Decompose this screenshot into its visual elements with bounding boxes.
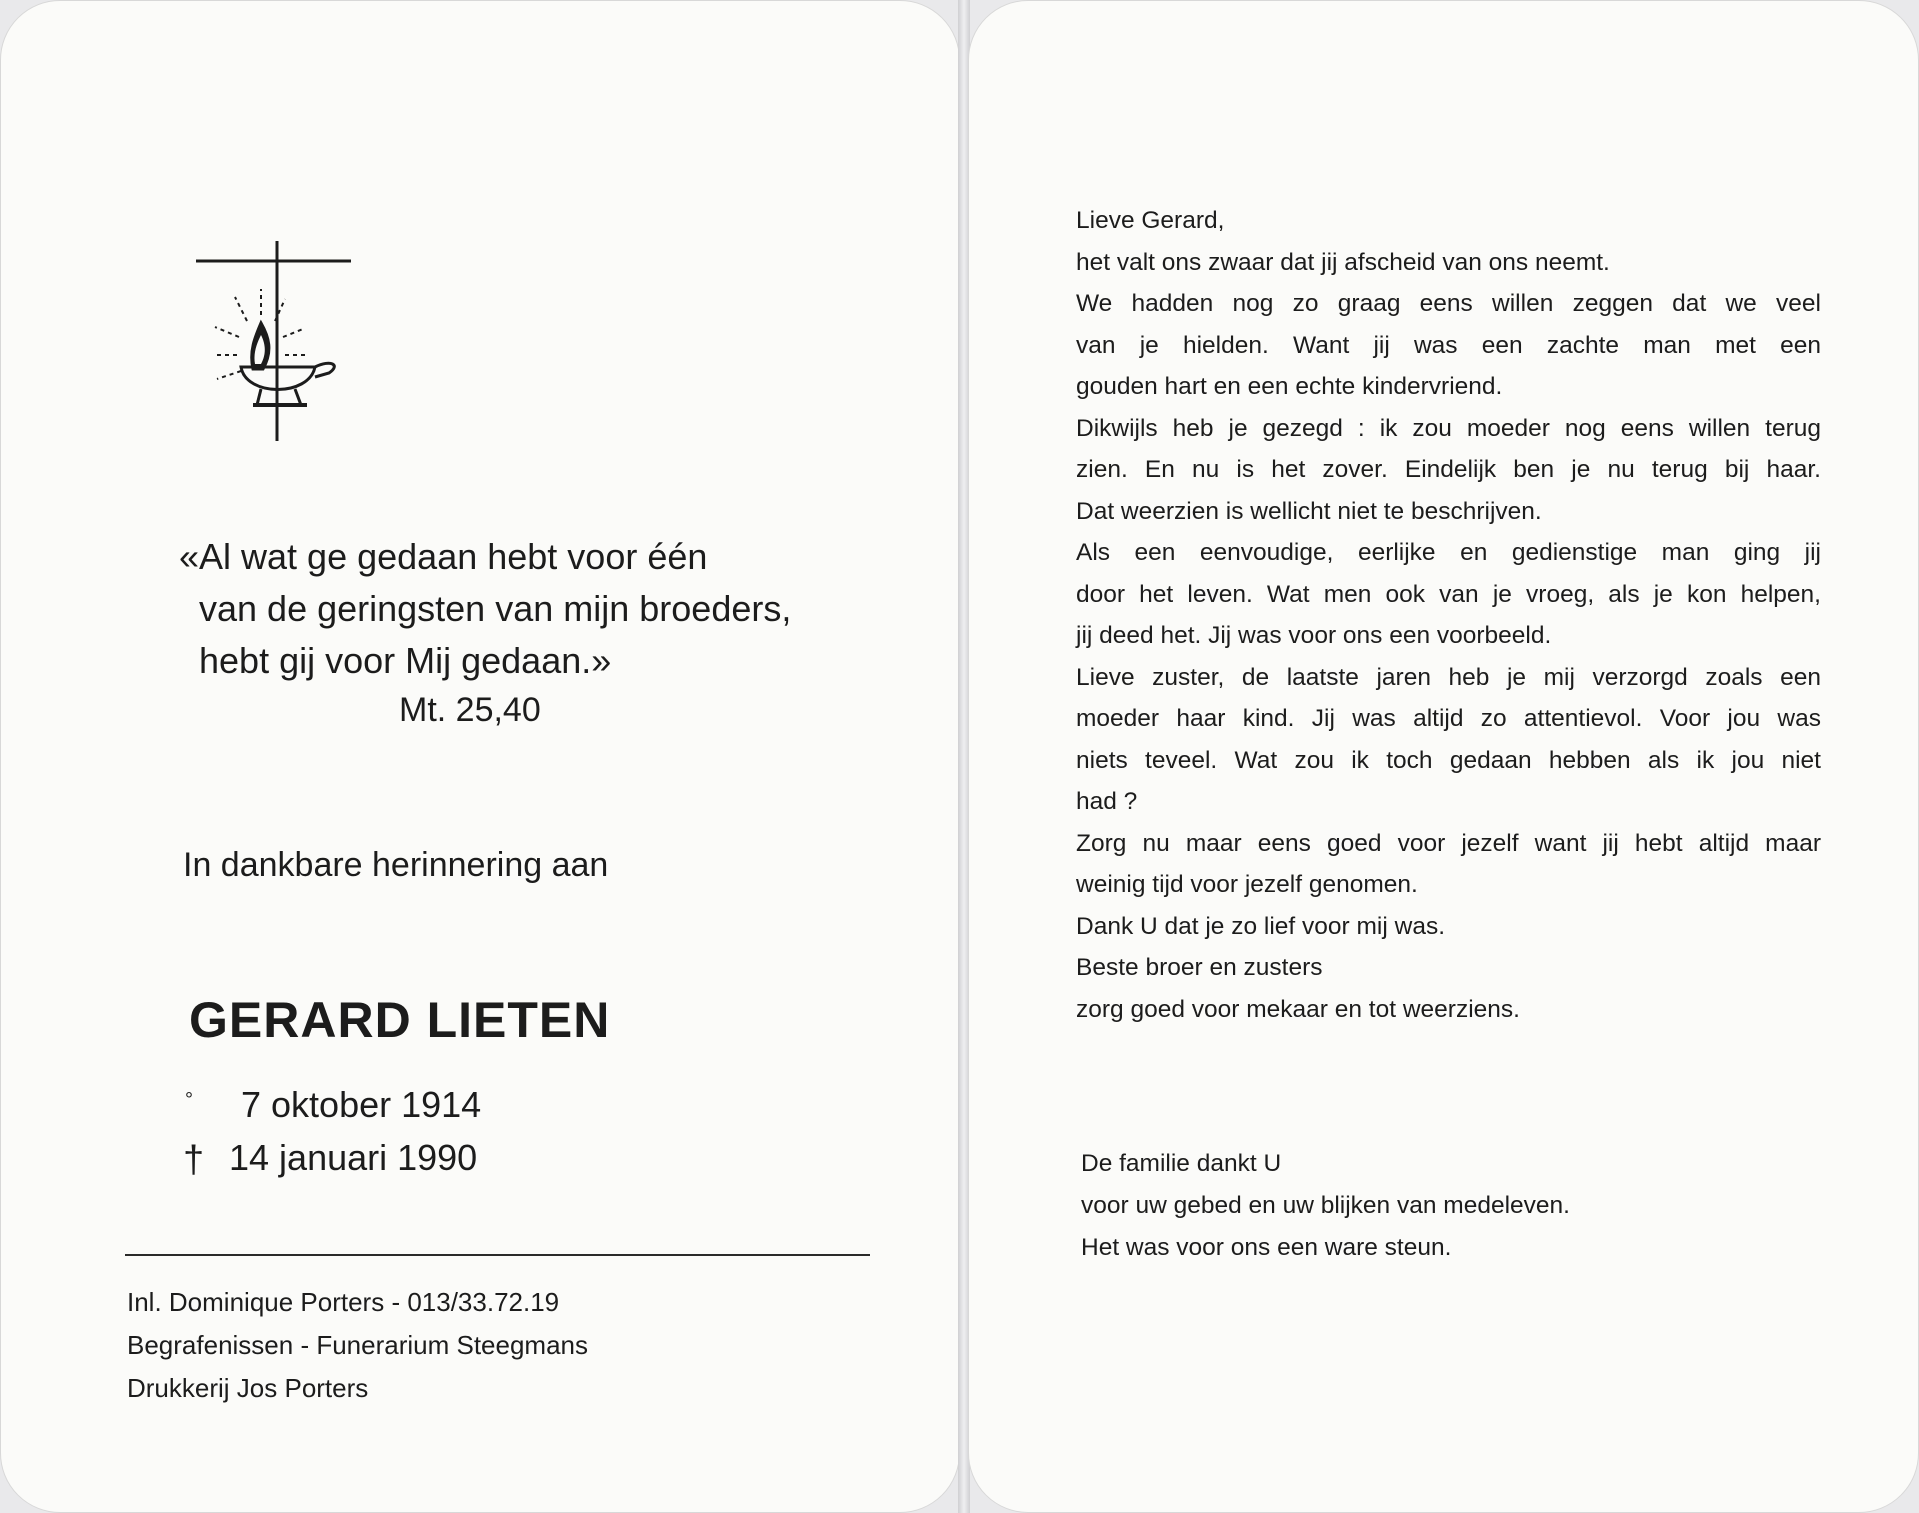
thanks-line: Het was voor ons een ware steun. [1081,1234,1452,1261]
cross-with-oil-lamp-icon [191,239,361,444]
credit-line: Drukkerij Jos Porters [127,1373,369,1403]
letter-line: Beste broer en zusters [1076,954,1323,981]
credit-line: Begrafenissen - Funerarium Steegmans [127,1330,589,1360]
memory-heading: In dankbare herinnering aan [183,846,609,884]
family-thanks [1081,1143,1570,1269]
letter-line: jij deed het. Jij was voor ons een voorbeeld. [1076,622,1552,649]
letter-line: van je hielden. Want jij was een zachte man met een [1076,331,1821,359]
letter-line: moeder haar kind. Jij was altijd zo attentievol. Voor jou was [1076,705,1821,732]
letter-line: Als een eenvoudige, eerlijke en gedienstige man ging jij [1076,539,1821,566]
quote-line: «Al wat ge gedaan hebt voor één [179,536,708,577]
cross-icon [196,241,351,441]
letter-line: weinig tijd voor jezelf genomen. [1076,871,1418,898]
printer-credits [127,1281,588,1410]
letter-line: Zorg nu maar eens goed voor jezelf want jij hebt altijd maar [1076,829,1821,857]
quote-reference: Mt. 25,40 [399,691,541,729]
divider-line [125,1254,870,1256]
letter-line: Lieve zuster, de laatste jaren heb je mij verzorgd zoals een [1076,663,1821,691]
farewell-letter [1076,200,1821,1030]
letter-line: had ? [1076,788,1138,815]
letter-line: Dikwijls heb je gezegd : ik zou moeder nog eens willen terug [1076,414,1821,442]
letter-line: door het leven. Wat men ook van je vroeg, als je kon helpen, [1076,580,1821,608]
birth-symbol: ° [185,1089,193,1111]
letter-line: het valt ons zwaar dat jij afscheid van ons neemt. [1076,248,1610,276]
birth-date: 7 oktober 1914 [241,1084,482,1125]
deceased-name: GERARD LIETEN [189,992,611,1048]
thanks-line: voor uw gebed en uw blijken van medeleven. [1081,1192,1570,1219]
letter-line: Dat weerzien is wellicht niet te beschrijven. [1076,497,1542,525]
thanks-line: De familie dankt U [1081,1150,1282,1177]
letter-line: niets teveel. Wat zou ik toch gedaan hebben als ik jou niet [1076,746,1821,774]
oil-lamp-icon [241,323,334,405]
quote-line: van de geringsten van mijn broeders, [199,588,792,629]
letter-line: zien. En nu is het zover. Eindelijk ben je nu terug bij haar. [1076,456,1821,483]
letter-line: We hadden nog zo graag eens willen zeggen dat we veel [1076,290,1821,317]
death-date: 14 januari 1990 [229,1137,478,1178]
letter-line: gouden hart en een echte kindervriend. [1076,373,1503,400]
letter-line: Dank U dat je zo lief voor mij was. [1076,912,1445,940]
quote-line: hebt gij voor Mij gedaan.» [199,640,612,681]
letter-line: Lieve Gerard, [1076,207,1225,234]
credit-line: Inl. Dominique Porters - 013/33.72.19 [127,1287,560,1317]
letter-line: zorg goed voor mekaar en tot weerziens. [1076,995,1520,1023]
bible-quote [179,531,791,687]
death-cross-icon: † [183,1139,205,1181]
